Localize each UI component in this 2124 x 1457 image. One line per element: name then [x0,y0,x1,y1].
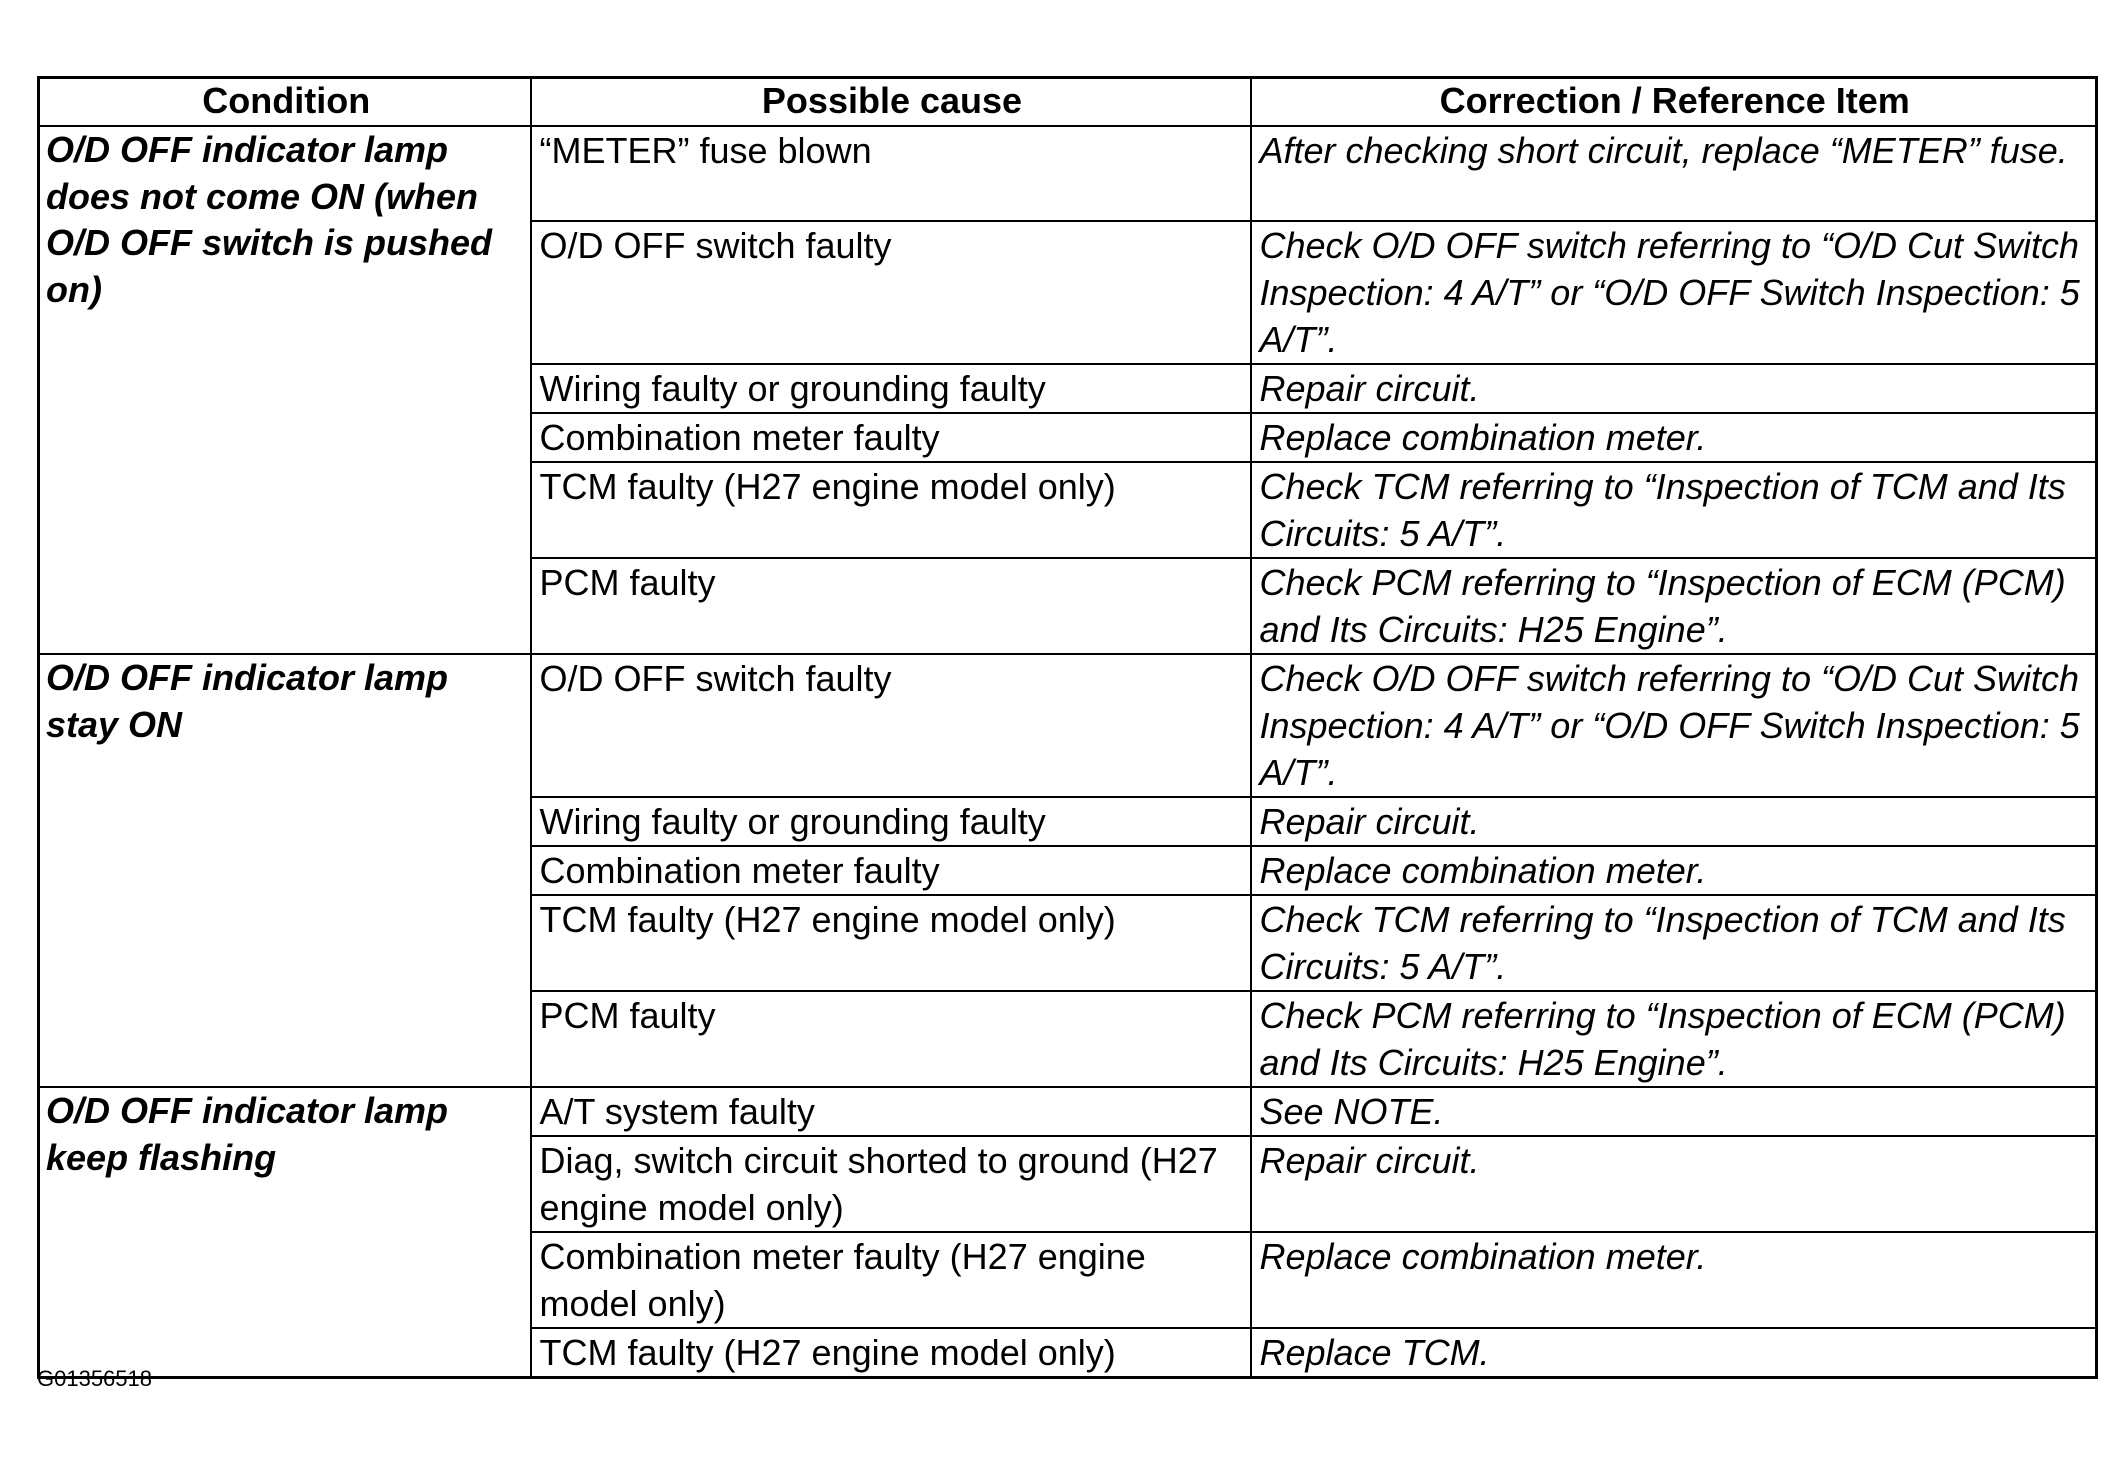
correction-cell: Check TCM referring to “Inspection of TCM and Its Circuits: 5 A/T”. [1251,895,2097,991]
condition-cell: O/D OFF indicator lamp keep flashing [39,1087,531,1378]
correction-cell: See NOTE. [1251,1087,2097,1136]
cause-cell: A/T system faulty [531,1087,1251,1136]
correction-cell: Check TCM referring to “Inspection of TCM and Its Circuits: 5 A/T”. [1251,462,2097,558]
troubleshooting-table [37,76,2098,1379]
header-correction: Correction / Reference Item [1251,78,2097,127]
correction-cell: After checking short circuit, replace “METER” fuse. [1251,126,2097,221]
table-row [39,1087,2097,1136]
condition-cell: O/D OFF indicator lamp does not come ON (when O/D OFF switch is pushed on) [39,126,531,654]
cause-cell: Combination meter faulty [531,846,1251,895]
correction-cell: Replace combination meter. [1251,846,2097,895]
correction-cell: Replace combination meter. [1251,1232,2097,1328]
header-row [39,78,2097,127]
cause-cell: TCM faulty (H27 engine model only) [531,1328,1251,1378]
table-row [39,654,2097,797]
cause-cell: PCM faulty [531,991,1251,1087]
correction-cell: Repair circuit. [1251,797,2097,846]
header-condition: Condition [39,78,531,127]
condition-cell: O/D OFF indicator lamp stay ON [39,654,531,1087]
cause-cell: Combination meter faulty (H27 engine model only) [531,1232,1251,1328]
figure-id: G01356518 [37,1366,152,1391]
cause-cell: Diag, switch circuit shorted to ground (H27 engine model only) [531,1136,1251,1232]
correction-cell: Check PCM referring to “Inspection of ECM (PCM) and Its Circuits: H25 Engine”. [1251,558,2097,654]
correction-cell: Repair circuit. [1251,1136,2097,1232]
correction-cell: Repair circuit. [1251,364,2097,413]
cause-cell: PCM faulty [531,558,1251,654]
correction-cell: Check O/D OFF switch referring to “O/D Cut Switch Inspection: 4 A/T” or “O/D OFF Switch Inspection: 5 A/T”. [1251,654,2097,797]
cause-cell: Wiring faulty or grounding faulty [531,797,1251,846]
correction-cell: Check O/D OFF switch referring to “O/D Cut Switch Inspection: 4 A/T” or “O/D OFF Switch Inspection: 5 A/T”. [1251,221,2097,364]
cause-cell: O/D OFF switch faulty [531,654,1251,797]
cause-cell: “METER” fuse blown [531,126,1251,221]
cause-cell: Wiring faulty or grounding faulty [531,364,1251,413]
correction-cell: Check PCM referring to “Inspection of ECM (PCM) and Its Circuits: H25 Engine”. [1251,991,2097,1087]
table-row [39,126,2097,221]
cause-cell: Combination meter faulty [531,413,1251,462]
cause-cell: O/D OFF switch faulty [531,221,1251,364]
correction-cell: Replace TCM. [1251,1328,2097,1378]
correction-cell: Replace combination meter. [1251,413,2097,462]
cause-cell: TCM faulty (H27 engine model only) [531,462,1251,558]
header-possible-cause: Possible cause [531,78,1251,127]
cause-cell: TCM faulty (H27 engine model only) [531,895,1251,991]
